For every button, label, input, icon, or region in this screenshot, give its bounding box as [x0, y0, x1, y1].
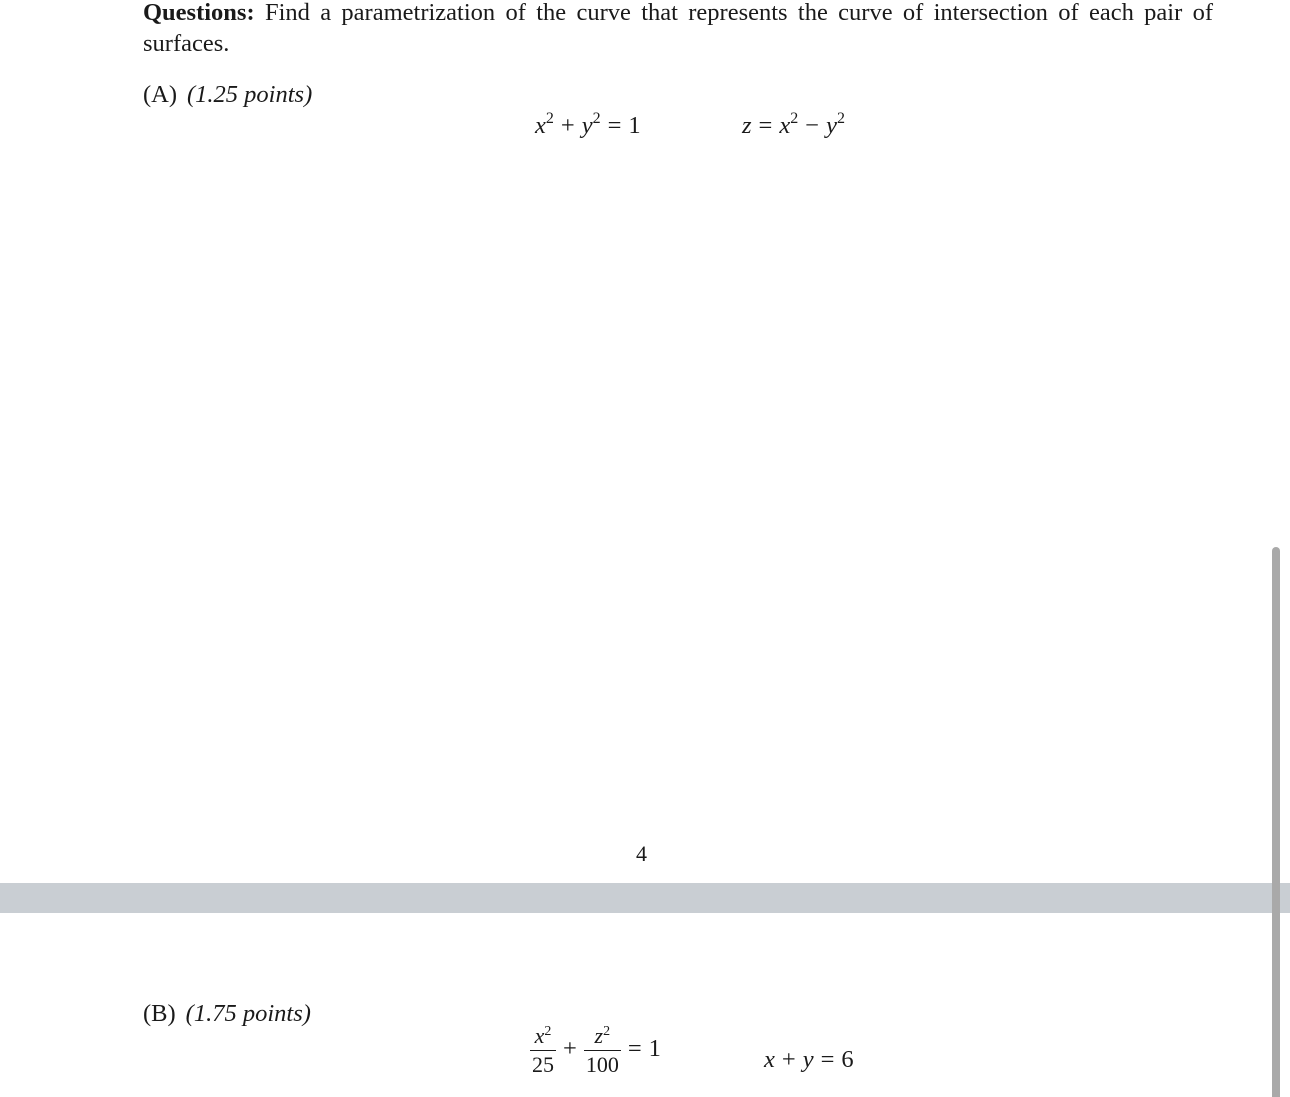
part-a-letter: (A): [143, 81, 178, 108]
eq-exponent: 2: [790, 110, 799, 127]
eq-operator: +: [560, 112, 575, 139]
eq-var: z: [742, 112, 752, 139]
eq-rhs: 1: [628, 112, 641, 139]
eq-var: y: [802, 1046, 814, 1073]
eq-var: y: [826, 112, 837, 139]
eq-exponent: 2: [545, 110, 554, 127]
part-b-equation-1: [530, 1025, 661, 1076]
page-separator: [0, 883, 1290, 913]
page-number: 4: [636, 841, 647, 866]
part-b-points: (1.75 points): [185, 1000, 311, 1027]
eq-exponent: 2: [836, 110, 845, 127]
eq-var: x: [764, 1046, 775, 1073]
pdf-page-5: [0, 913, 1290, 1097]
fraction: [584, 1025, 621, 1076]
eq-var: x: [534, 1023, 545, 1048]
eq-equals: =: [758, 112, 773, 139]
eq-equals: =: [607, 112, 622, 139]
eq-exponent: 2: [592, 110, 601, 127]
eq-equals: =: [627, 1035, 642, 1063]
part-a-label: [143, 80, 312, 110]
part-b-label: [143, 999, 311, 1029]
eq-rhs: 1: [648, 1035, 661, 1063]
fraction-denominator: 100: [585, 1052, 619, 1077]
eq-var: x: [779, 112, 791, 139]
fraction: [530, 1025, 556, 1076]
eq-var: x: [535, 112, 546, 139]
question-text: Find a parametrization of the curve that represents the curve of intersection of each pair of surfaces.: [143, 0, 1213, 57]
eq-operator: +: [563, 1035, 577, 1063]
part-a-points: (1.25 points): [187, 81, 313, 108]
eq-rhs: 6: [841, 1046, 854, 1073]
question-heading: Questions:: [143, 0, 255, 26]
eq-equals: =: [820, 1046, 835, 1073]
question-statement: [143, 0, 1213, 59]
part-a-equation-2: [742, 111, 845, 141]
eq-var: z: [594, 1023, 604, 1048]
eq-var: y: [581, 112, 593, 139]
part-b-equation-2: [764, 1045, 854, 1075]
part-a-equation-1: [535, 111, 641, 141]
part-b-letter: (B): [143, 1000, 176, 1027]
eq-operator: −: [805, 112, 820, 139]
eq-exponent: 2: [544, 1024, 552, 1039]
scrollbar-thumb[interactable]: [1272, 547, 1280, 1097]
eq-operator: +: [781, 1046, 796, 1073]
eq-exponent: 2: [603, 1024, 611, 1039]
fraction-denominator: 25: [532, 1052, 554, 1077]
